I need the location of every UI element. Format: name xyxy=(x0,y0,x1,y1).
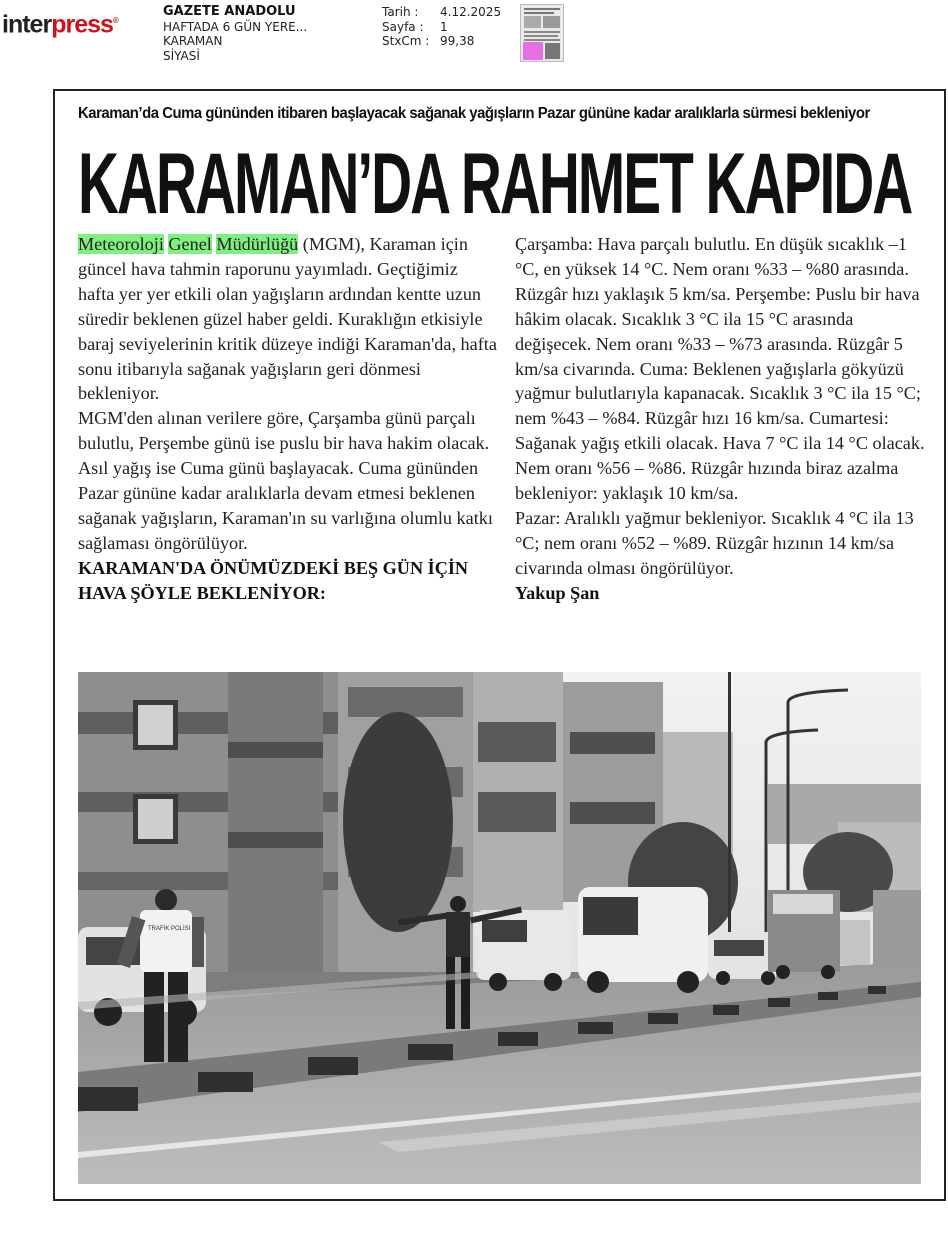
interpress-logo xyxy=(2,6,119,39)
police-vest-label: TRAFİK POLİSİ xyxy=(148,926,191,932)
thumbnail-highlight xyxy=(523,42,543,60)
page-thumbnail[interactable] xyxy=(520,4,564,62)
clipping-meta xyxy=(382,5,501,49)
page-value: 1 xyxy=(440,19,448,34)
article-photo xyxy=(78,672,921,1184)
forecast-subhead: KARAMAN'DA ÖNÜMÜZDEKİ BEŞ GÜN İÇİN HAVA ŞÖYLE BEKLENİYOR: xyxy=(78,557,469,603)
paragraph-1 xyxy=(78,232,498,406)
date-row xyxy=(382,5,501,20)
publication-category: SİYASİ xyxy=(163,48,200,63)
paragraph-2: MGM'den alınan verilere göre, Çarşamba günü parçalı bulutlu, Perşembe günü ise puslu bir hava hakim olacak. Asıl yağış ise Cuma günü başlayacak. Cuma gününden Pazar gününe kadar aralıklarla devam etmesi beklenen sağanak yağışların, Karaman'ın su varlığına olumlu katkı sağlaması öngörülüyor. xyxy=(78,408,493,553)
author-byline: Yakup Şan xyxy=(515,582,600,603)
article-column-left xyxy=(78,232,498,606)
article-spot: Karaman’da Cuma gününden itibaren başlayacak sağanak yağışların Pazar gününe kadar aralıklarla sürmesi bekleniyor xyxy=(78,105,870,122)
publication-name: GAZETE ANADOLU xyxy=(163,4,296,19)
page-row xyxy=(382,20,501,35)
highlighted-keyword: Müdürlüğü xyxy=(216,234,299,254)
article-column-right xyxy=(515,232,925,606)
paragraph-1-text: (MGM), Karaman için güncel hava tahmin raporunu yayımladı. Geçtiğimiz hafta yer yer etkili olan yağışların ardından kentte uzun süredir beklenen güzel haber geldi. Kuraklığın etkisiyle baraj seviyelerinin kritik düzeye indiği Karaman'da, hafta sonu itibarıyla sağanak yağışların geri dönmesi bekleniyor. xyxy=(78,234,497,404)
highlighted-keyword: Meteoroloji xyxy=(78,234,164,254)
stxcm-label: StxCm : xyxy=(382,34,430,48)
date-value: 4.12.2025 xyxy=(440,5,502,19)
stxcm-value: 99,38 xyxy=(440,34,475,48)
date-label: Tarih : xyxy=(382,5,419,19)
logo-text-inter: inter xyxy=(2,10,52,39)
publication-meta xyxy=(163,5,307,63)
page-label: Sayfa : xyxy=(382,19,424,34)
article-headline: KARAMAN’DA RAHMET KAPIDA xyxy=(78,136,912,232)
logo-text-press: press xyxy=(51,10,113,39)
highlighted-keyword: Genel xyxy=(168,234,212,254)
forecast-paragraph: Çarşamba: Hava parçalı bulutlu. En düşük sıcaklık –1 °C, en yüksek 14 °C. Nem oranı %33 – %80 arasında. Rüzgâr hızı yaklaşık 5 km/sa. Perşembe: Puslu bir hava hâkim olacak. Sıcaklık 3 °C ila 15 °C arasında değişecek. Nem oranı %33 – %73 arasında. Rüzgâr 5 km/sa civarında. Cuma: Beklenen yağışlarla gökyüzü yağmur bulutlarıyla kapanacak. Sıcaklık 3 °C ila 15 °C; nem %43 – %84. Rüzgâr hızı 16 km/sa. Cumartesi: Sağanak yağış etkili olacak. Hava 7 °C ila 14 °C olacak. Nem oranı %56 – %86. Rüzgâr hızında biraz azalma bekleniyor: yaklaşık 10 km/sa. xyxy=(515,234,925,504)
stxcm-row xyxy=(382,34,501,49)
registered-mark: ® xyxy=(112,16,119,25)
forecast-paragraph-sunday: Pazar: Aralıklı yağmur bekleniyor. Sıcaklık 4 °C ila 13 °C; nem oranı %52 – %89. Rüzgâr hızının 14 km/sa civarında olması öngörülüyor. xyxy=(515,507,914,578)
publication-frequency: HAFTADA 6 GÜN YERE... xyxy=(163,19,308,34)
publication-city: KARAMAN xyxy=(163,34,223,48)
